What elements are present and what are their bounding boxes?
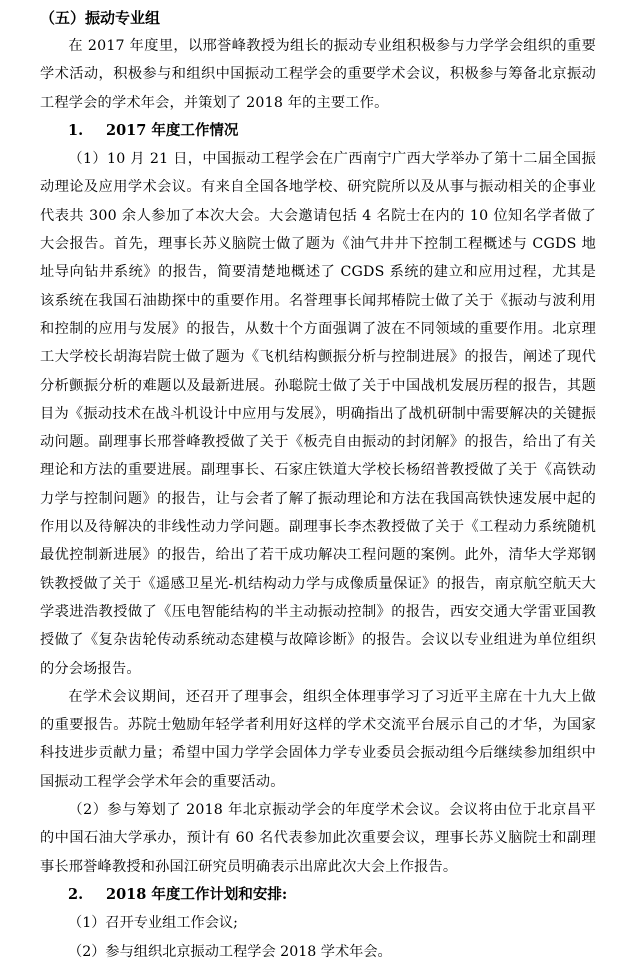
intro-paragraph: 在 2017 年度里，以邢誉峰教授为组长的振动专业组积极参与力学学会组织的重要学术活动，积极参与和组织中国振动工程学会的重要学术会议，积极参与筹备北京振动工程学会的学术年会，并策划了 2018 年的主要工作。 [40, 38, 596, 111]
annual-meeting-paragraph: （2）参与筹划了 2018 年北京振动学会的年度学术会议。会议将由位于北京昌平的中国石油大学承办，预计有 60 名代表参加此次重要会议，理事长苏义脑院士和副理事长邢誉峰教授和孙国江研究员明确表示出席此次大会上作报告。 [40, 802, 596, 875]
council-paragraph: 在学术会议期间，还召开了理事会，组织全体理事学习了习近平主席在十九大上做的重要报告。苏院士勉励年轻学者利用好这样的学术交流平台展示自己的才华，为国家科技进步贡献力量；希望中国力学学会固体力学专业委员会振动组今后继续参加组织中国振动工程学会学术年会的重要活动。 [40, 688, 596, 790]
heading-number: 1. [68, 121, 84, 139]
heading-text: 2017 年度工作情况 [106, 121, 239, 139]
document-page [40, 4, 596, 966]
plan-item: （1）召开专业组工作会议; [68, 915, 238, 932]
heading-number: 2. [68, 885, 84, 903]
heading-2017-work [40, 117, 596, 145]
conference-paragraph: （1）10 月 21 日，中国振动工程学会在广西南宁广西大学举办了第十二届全国振动理论及应用学术会议。有来自全国各地学校、研究院所以及从事与振动相关的企事业代表共 300 余人参加了本次大会。大会邀请包括 4 名院士在内的 10 位知名学者做了大会报告。首先，理事长苏义脑院士做了题为《油气井井下控制工程概述与 CGDS 地址导向钻井系统》的报告，简要清楚地概述了 CGDS 系统的建立和应用过程，尤其是该系统在我国石油勘探中的重要作用。名誉理事长闻邦椿院士做了关于《振动与波利用和控制的应用与发展》的报告，从数十个方面强调了波在不同领域的重要作用。北京理工大学校长胡海岩院士做了题为《飞机结构颤振分析与控制进展》的报告，阐述了现代分析颤振分析的难题以及最新进展。孙聪院士做了关于中国战机发展历程的报告，其题目为《振动技术在战斗机设计中应用与发展》，明确指出了战机研制中需要解决的关键振动问题。副理事长邢誉峰教授做了关于《板壳自由振动的封闭解》的报告，给出了有关理论和方法的重要进展。副理事长、石家庄铁道大学校长杨绍普教授做了关于《高铁动力学与控制问题》的报告，让与会者了解了振动理论和方法在我国高铁快速发展中起的作用以及待解决的非线性动力学问题。副理事长李杰教授做了关于《工程动力系统随机最优控制新进展》的报告，给出了若干成功解决工程问题的案例。此外，清华大学郑钢铁教授做了关于《遥感卫星光-机结构动力学与成像质量保证》的报告，南京航空航天大学裘进浩教授做了《压电智能结构的半主动振动控制》的报告，西安交通大学雷亚国教授做了《复杂齿轮传动系统动态建模与故障诊断》的报告。会议以专业组进为单位组织的分会场报告。 [40, 151, 596, 677]
plan-item: （2）参与组织北京振动工程学会 2018 学术年会。 [68, 943, 392, 960]
heading-text: 2018 年度工作计划和安排: [106, 885, 288, 903]
section-title: （五）振动专业组 [40, 9, 161, 27]
heading-2018-plan [40, 881, 596, 909]
